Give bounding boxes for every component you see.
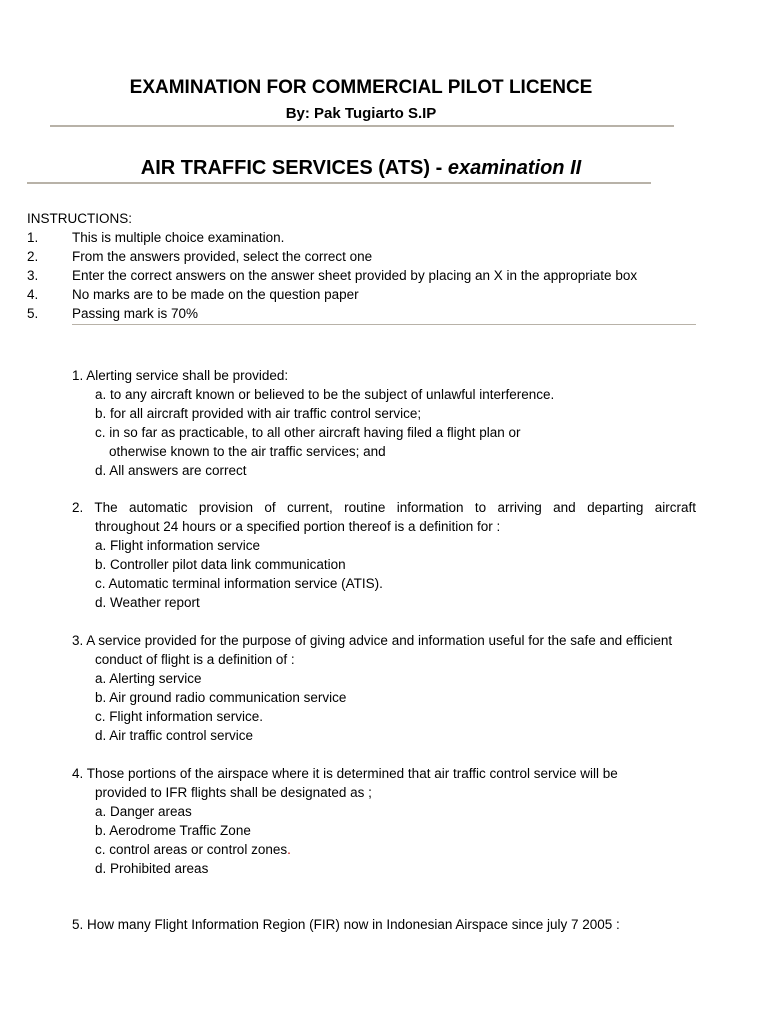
instructions-heading: INSTRUCTIONS: <box>27 211 133 226</box>
section-title <box>0 157 722 180</box>
question-4 <box>72 764 696 878</box>
red-period-mark: . <box>287 842 291 857</box>
question-stem-continued: provided to IFR flights shall be designated as ; <box>95 785 372 800</box>
instruction-number: 2. <box>27 249 39 264</box>
answer-option-c-text: c. control areas or control zones <box>95 842 288 857</box>
instruction-text: From the answers provided, select the correct one <box>72 249 373 264</box>
exam-title: EXAMINATION FOR COMMERCIAL PILOT LICENCE <box>129 77 593 98</box>
title-divider <box>50 125 674 127</box>
instruction-text: No marks are to be made on the question paper <box>72 287 359 302</box>
answer-option-c: c. in so far as practicable, to all other aircraft having filed a flight plan or <box>95 425 521 440</box>
answer-option-d: d. All answers are correct <box>95 463 247 478</box>
question-stem: 1. Alerting service shall be provided: <box>72 368 289 383</box>
section-divider <box>27 182 651 184</box>
instruction-item <box>27 249 372 264</box>
answer-option-d: d. Prohibited areas <box>95 861 209 876</box>
answer-option-d: d. Weather report <box>95 595 200 610</box>
answer-option-a: a. Flight information service <box>95 538 261 553</box>
answer-option-c-continued: otherwise known to the air traffic services; and <box>109 444 386 459</box>
question-stem: 5. How many Flight Information Region (FIR) now in Indonesian Airspace since july 7 2005 : <box>72 917 620 932</box>
answer-option-c: c. Automatic terminal information service (ATIS). <box>95 576 383 591</box>
question-stem-continued: throughout 24 hours or a specified portion thereof is a definition for : <box>95 519 501 534</box>
answer-option-b: b. for all aircraft provided with air traffic control service; <box>95 406 422 421</box>
question-3 <box>72 631 696 745</box>
answer-option-b: b. Air ground radio communication service <box>95 690 347 705</box>
answer-option-b: b. Aerodrome Traffic Zone <box>95 823 251 838</box>
question-2 <box>72 498 696 612</box>
section-title-main: AIR TRAFFIC SERVICES (ATS) - <box>140 157 448 179</box>
answer-option-c: c. Flight information service. <box>95 709 264 724</box>
answer-option-c <box>72 840 696 859</box>
answer-option-a: a. Danger areas <box>95 804 192 819</box>
instruction-item <box>27 306 198 321</box>
question-5 <box>72 915 696 934</box>
instruction-item <box>27 230 284 245</box>
answer-option-a: a. Alerting service <box>95 671 202 686</box>
instruction-number: 5. <box>27 306 39 321</box>
instruction-item <box>27 287 359 302</box>
instruction-number: 3. <box>27 268 39 283</box>
question-stem: 2. The automatic provision of current, routine information to arriving and departing aircraft <box>72 500 696 515</box>
answer-option-b: b. Controller pilot data link communication <box>95 557 346 572</box>
question-stem: 4. Those portions of the airspace where it is determined that air traffic control service will be <box>72 766 618 781</box>
answer-option-a: a. to any aircraft known or believed to be the subject of unlawful interference. <box>95 387 555 402</box>
question-1 <box>72 366 696 480</box>
instruction-text: This is multiple choice examination. <box>72 230 285 245</box>
instruction-text: Passing mark is 70% <box>72 306 199 321</box>
instructions-divider <box>72 324 696 325</box>
instruction-number: 1. <box>27 230 39 245</box>
answer-option-d: d. Air traffic control service <box>95 728 254 743</box>
instruction-number: 4. <box>27 287 39 302</box>
question-stem: 3. A service provided for the purpose of giving advice and information useful for the safe and efficient <box>72 633 673 648</box>
author-byline: By: Pak Tugiarto S.IP <box>285 105 437 122</box>
question-stem-continued: conduct of flight is a definition of : <box>95 652 295 667</box>
instruction-text: Enter the correct answers on the answer sheet provided by placing an X in the appropriate box <box>72 268 638 283</box>
instruction-item <box>27 268 637 283</box>
section-title-italic: examination II <box>447 157 582 179</box>
